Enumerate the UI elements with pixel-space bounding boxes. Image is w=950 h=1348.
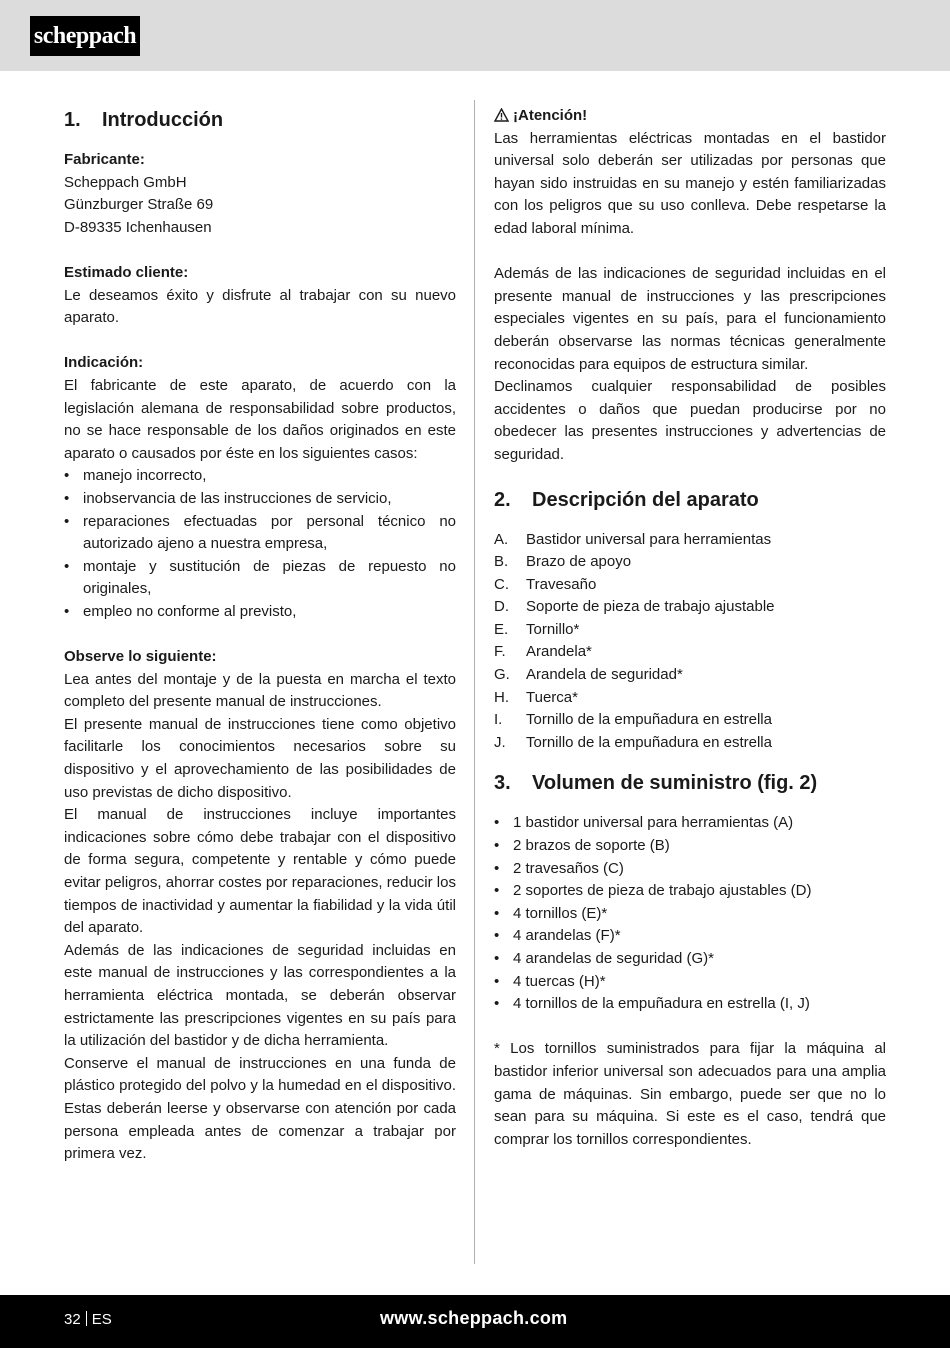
list-item: A. Bastidor universal para herramientas bbox=[494, 530, 772, 548]
list-item: • reparaciones efectuadas por personal técnico no autorizado ajeno a nuestra empresa, bbox=[64, 511, 456, 556]
list-item: • 4 tornillos (E)* bbox=[494, 903, 886, 926]
supply-list bbox=[494, 812, 886, 1015]
list-item: E. Tornillo* bbox=[494, 620, 580, 638]
observe-label: Observe lo siguiente: bbox=[64, 648, 217, 666]
list-item: J. Tornillo de la empuñadura en estrella bbox=[494, 733, 772, 751]
website-link[interactable]: www.scheppach.com bbox=[380, 1308, 568, 1328]
fabricante-line: D-89335 Ichenhausen bbox=[64, 218, 212, 236]
fabricante-label: Fabricante: bbox=[64, 151, 145, 168]
right-column bbox=[494, 105, 886, 1151]
list-item: • empleo no conforme al previsto, bbox=[64, 601, 456, 624]
section-2-heading: 2. Descripción del aparato bbox=[494, 488, 759, 511]
fabricante-line: Scheppach GmbH bbox=[64, 173, 187, 191]
list-item: F. Arandela* bbox=[494, 643, 592, 661]
attention-heading: ¡Atención! bbox=[494, 105, 886, 128]
list-item: • 4 tornillos de la empuñadura en estrella (I, J) bbox=[494, 993, 886, 1016]
observe-paragraph: Conserve el manual de instrucciones en una funda de plástico protegido del polvo y la humedad en el dispositivo. Estas deberán leerse y observarse con atención por cada persona empleada antes de comenzar a trabajar por primera vez. bbox=[64, 1054, 456, 1163]
left-column bbox=[64, 105, 456, 1166]
observe-paragraph: Lea antes del montaje y de la puesta en marcha el texto completo del presente manual de instrucciones. bbox=[64, 670, 456, 711]
list-item: B. Brazo de apoyo bbox=[494, 553, 632, 571]
warning-triangle-icon bbox=[494, 108, 509, 122]
column-divider bbox=[474, 100, 475, 1264]
list-item: • 4 arandelas de seguridad (G)* bbox=[494, 948, 886, 971]
indicacion-label: Indicación: bbox=[64, 354, 144, 372]
fabricante-line: Günzburger Straße 69 bbox=[64, 196, 214, 214]
cliente-text: Le deseamos éxito y disfrute al trabajar con su nuevo aparato. bbox=[64, 286, 456, 327]
attention-text: Las herramientas eléctricas montadas en el bastidor universal solo deberán ser utilizadas por personas que hayan sido instruidas en su manejo y estén familiarizadas con los peligros que su uso conlleva. Debe respetarse la edad laboral mínima. bbox=[494, 129, 886, 237]
list-item: • 2 brazos de soporte (B) bbox=[494, 835, 886, 858]
list-item: C. Travesaño bbox=[494, 575, 597, 593]
page-number: 32 ES bbox=[64, 1311, 112, 1328]
indicacion-list bbox=[64, 465, 456, 623]
list-item: • montaje y sustitución de piezas de repuesto no originales, bbox=[64, 556, 456, 601]
parts-list bbox=[494, 529, 886, 755]
list-item: H. Tuerca* bbox=[494, 688, 578, 706]
observe-paragraph: El manual de instrucciones incluye importantes indicaciones sobre cómo debe trabajar con el dispositivo de forma segura, competente y rentable y cómo puede evitar peligros, ahorrar costes por reparaciones, reducir los tiempos de inactividad y aumentar la fiabilidad y la vida útil del aparato. bbox=[64, 806, 456, 937]
list-item: G. Arandela de seguridad* bbox=[494, 666, 683, 684]
indicacion-text: El fabricante de este aparato, de acuerdo con la legislación alemana de responsabilidad sobre productos, no se hace responsable de los daños originados en este aparato o causados por éste en los siguientes casos: bbox=[64, 376, 456, 462]
list-item: • 4 tuercas (H)* bbox=[494, 971, 886, 994]
page-header bbox=[0, 0, 950, 71]
footnote: * Los tornillos suministrados para fijar la máquina al bastidor inferior universal son adecuados para una amplia gama de máquinas. Sin embargo, puede ser que no lo sean para su máquina. Si este es el caso, tendrá que comprar los tornillos correspondientes. bbox=[494, 1040, 886, 1148]
section-1-heading: 1. Introducción bbox=[64, 109, 224, 131]
list-item: D. Soporte de pieza de trabajo ajustable bbox=[494, 598, 775, 616]
cliente-label: Estimado cliente: bbox=[64, 263, 189, 281]
list-item: I. Tornillo de la empuñadura en estrella bbox=[494, 711, 772, 729]
list-item: • inobservancia de las instrucciones de servicio, bbox=[64, 488, 456, 511]
list-item: • 1 bastidor universal para herramientas (A) bbox=[494, 812, 886, 835]
page-footer bbox=[0, 1295, 950, 1348]
scheppach-logo: scheppach bbox=[30, 16, 140, 56]
observe-paragraph: El presente manual de instrucciones tiene como objetivo facilitarle los conocimientos necesarios sobre su dispositivo y el aprovechamiento de las posibilidades de uso previstas de dicho dispositivo. bbox=[64, 715, 456, 801]
list-item: • 2 travesaños (C) bbox=[494, 858, 886, 881]
safety-paragraph: Declinamos cualquier responsabilidad de posibles accidentes o daños que puedan producirse por no obedecer las presentes instrucciones y advertencias de seguridad. bbox=[494, 378, 886, 463]
observe-paragraph: Además de las indicaciones de seguridad incluidas en este manual de instrucciones y las correspondientes a la herramienta eléctrica montada, se deberán observar estrictamente las prescripciones vigentes en su país para la utilización del bastidor y de dicha herramienta. bbox=[64, 941, 456, 1050]
list-item: • manejo incorrecto, bbox=[64, 465, 456, 488]
list-item: • 2 soportes de pieza de trabajo ajustables (D) bbox=[494, 880, 886, 903]
safety-paragraph: Además de las indicaciones de seguridad incluidas en el presente manual de instrucciones y las prescripciones especiales vigentes en su país, para el funcionamiento deberán observarse las normas técnicas generalmente reconocidas para equipos de estructura similar. bbox=[494, 265, 886, 373]
list-item: • 4 arandelas (F)* bbox=[494, 925, 886, 948]
section-3-heading: 3. Volumen de suministro (fig. 2) bbox=[494, 772, 818, 795]
